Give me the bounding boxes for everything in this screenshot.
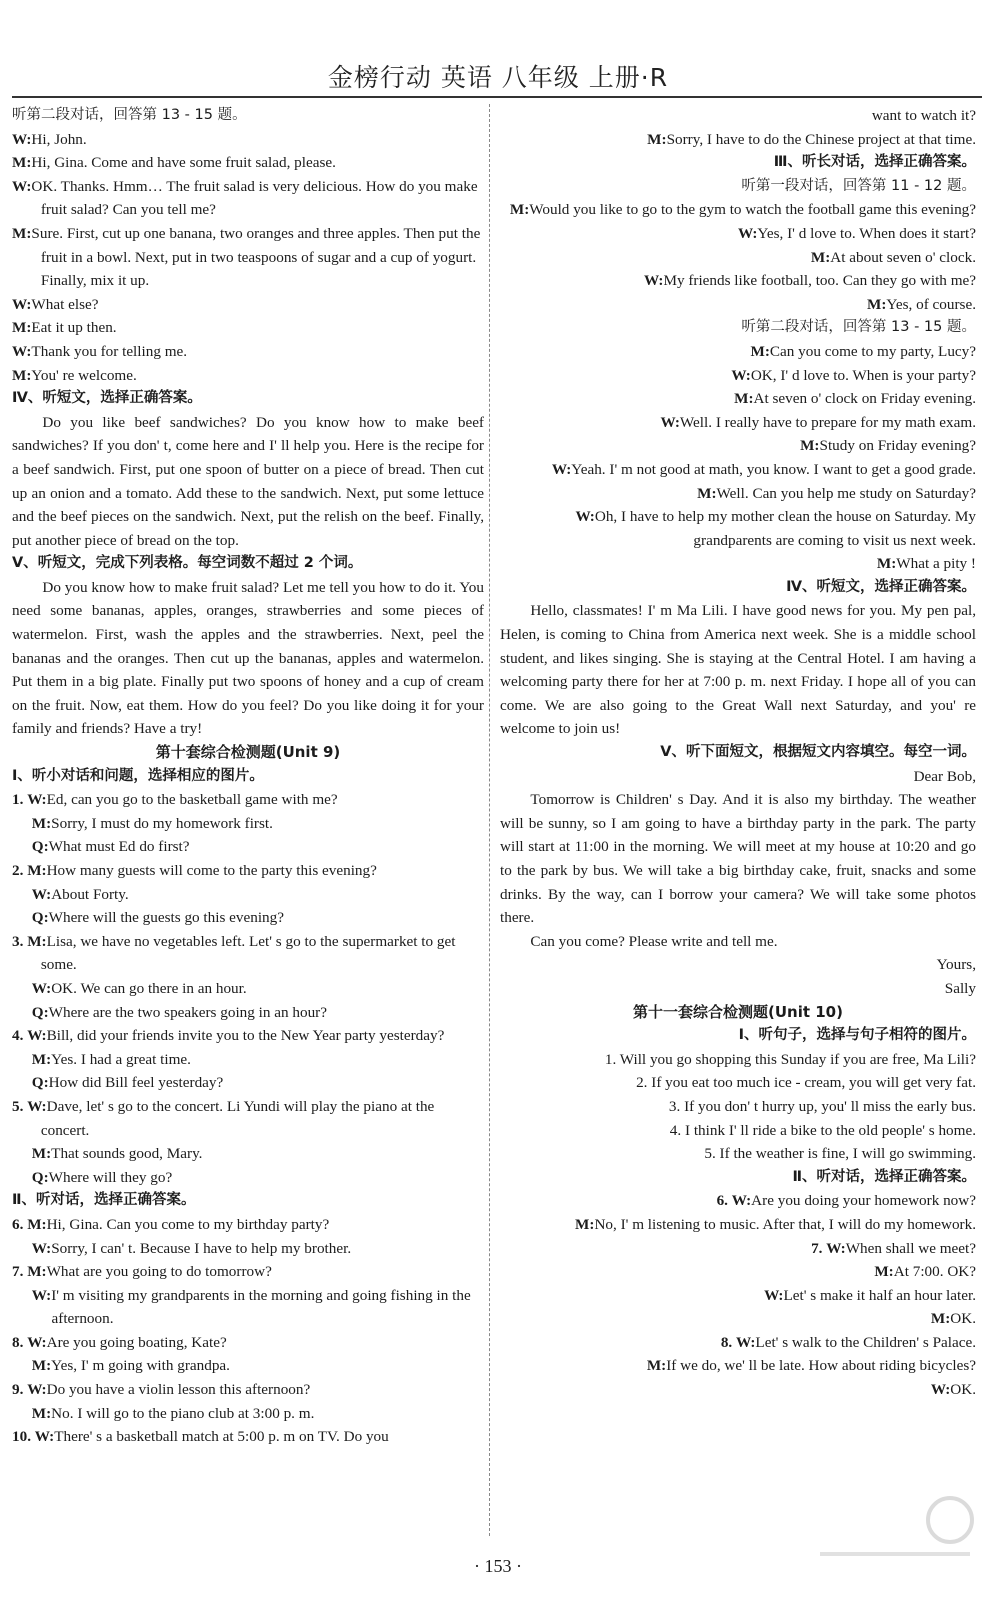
item-number: 6. (12, 1215, 24, 1233)
dialogue-line (12, 977, 484, 1001)
item-number: 9. (12, 1381, 24, 1399)
dialogue-line (12, 1354, 484, 1378)
numbered-item (12, 1331, 484, 1355)
dialogue-line (500, 128, 976, 152)
line-text: What a pity ! (896, 555, 976, 573)
dialogue-line (500, 1307, 976, 1331)
dialogue-line (500, 505, 976, 552)
speaker-label: M: (874, 1263, 894, 1281)
line-text: Ⅳ、听短文，选择正确答案。 (786, 578, 976, 595)
speaker-label: M: (12, 366, 32, 384)
speaker-label: M: (800, 437, 820, 455)
section-heading (12, 765, 484, 789)
dialogue-line (12, 812, 484, 836)
text-line (500, 1071, 976, 1095)
dialogue-line (12, 1402, 484, 1426)
line-text: Hi, Gina. Can you come to my birthday party? (46, 1215, 330, 1233)
speaker-label: M: (27, 932, 47, 950)
item-number: 4. (12, 1027, 24, 1045)
speaker-label: M: (647, 130, 667, 148)
line-text: Ⅰ、听小对话和问题，选择相应的图片。 (12, 767, 264, 784)
line-text: Hello, classmates! I' m Ma Lili. I have good news for you. My pen pal, Helen, is coming to China from America next week. She is a middle school student, and likes singing. She is staying at the Central Hotel. I am having a welcoming party there for her at 7:00 p. m. next Friday. I hope all of you can come. We are also going to the Great Wall next Saturday, and you' re welcome to join us! (500, 602, 976, 738)
line-text: OK, I' d love to. When is your party? (750, 366, 976, 384)
speaker-label: M: (810, 248, 831, 266)
page-number: · 153 · (474, 1556, 522, 1576)
item-number: 3. (12, 932, 24, 950)
test-title (12, 741, 484, 765)
header-rule (12, 96, 982, 98)
numbered-item (12, 788, 484, 812)
line-text: Ed, can you go to the basketball game with me? (46, 791, 338, 809)
line-text: About Forty. (51, 885, 129, 903)
numbered-item (500, 1237, 976, 1261)
speaker-label: M: (31, 814, 52, 832)
speaker-label: M: (646, 1357, 667, 1375)
paragraph (500, 788, 976, 930)
speaker-label: W: (31, 1286, 52, 1304)
speaker-label: M: (930, 1310, 951, 1328)
line-text: Sure. First, cut up one banana, two oranges and three apples. Then put the fruit in a bowl. Next, put in two teaspoons of sugar and a cup of yogurt. Finally, mix it up. (31, 224, 481, 290)
speaker-label: W: (12, 295, 32, 313)
line-text: Yeah. I' m not good at math, you know. I want to get a good grade. (571, 460, 976, 478)
text-line (500, 1142, 976, 1166)
line-text: Can you come to my party, Lucy? (769, 342, 976, 360)
line-text: What else? (31, 295, 99, 313)
line-text: Are you doing your homework now? (751, 1192, 976, 1210)
line-text: Well. I really have to prepare for my math exam. (679, 413, 976, 431)
line-text: You' re welcome. (31, 366, 137, 384)
dialogue-line (12, 128, 484, 152)
speaker-label: W: (736, 1333, 756, 1351)
line-text: Do you know how to make fruit salad? Let me tell you how to do it. You need some bananas, apples, oranges, strawberries and some pieces of watermelon. First, wash the apples and the strawberries. Next, peel the bananas and the oranges. Then cut up the bananas, apples and watermelon. Put them in a big plate. Finally put two spoons of honey and a cup of cream on the fruit. Now, eat them. How do you feel? Do you like doing it for your family and friends? Have a try! (12, 578, 484, 738)
speaker-label: W: (31, 885, 52, 903)
speaker-label: W: (738, 224, 758, 242)
speaker-label: Q: (31, 1168, 49, 1186)
test-title (500, 1001, 976, 1025)
line-text: Would you like to go to the gym to watch the football game this evening? (529, 201, 976, 219)
dialogue-line (12, 222, 484, 293)
speaker-label: W: (731, 1192, 752, 1210)
line-text: OK. (950, 1381, 976, 1399)
line-text: What must Ed do first? (48, 838, 190, 856)
speaker-label: M: (750, 342, 770, 360)
speaker-label: M: (31, 1145, 52, 1163)
dialogue-line (12, 906, 484, 930)
section-heading (12, 552, 484, 576)
dialogue-line (500, 222, 976, 246)
speaker-label: M: (12, 154, 32, 172)
section-heading (12, 387, 484, 411)
dialogue-line (500, 387, 976, 411)
signoff-line (500, 977, 976, 1001)
speaker-label: W: (27, 791, 47, 809)
line-text: want to watch it? (871, 107, 976, 124)
instruction-line (12, 104, 484, 128)
line-text: What are you going to do tomorrow? (46, 1263, 272, 1281)
item-number: 2. (12, 862, 24, 879)
speaker-label: W: (27, 1381, 47, 1399)
line-text: Ⅰ、听句子，选择与句子相符的图片。 (738, 1027, 976, 1044)
dialogue-line (500, 1260, 976, 1284)
dialogue-line (12, 1237, 484, 1261)
line-text: Dear Bob, (913, 767, 976, 785)
item-number: 7. (12, 1263, 24, 1281)
speaker-label: M: (31, 1357, 52, 1375)
line-text: 5. If the weather is fine, I will go swimming. (704, 1145, 976, 1163)
speaker-label: W: (31, 979, 52, 997)
line-text: Ⅱ、听对话，选择正确答案。 (792, 1168, 976, 1185)
dialogue-line (12, 293, 484, 317)
line-text: Sorry, I can' t. Because I have to help my brother. (51, 1239, 352, 1257)
numbered-item (12, 1213, 484, 1237)
item-number: 10. (12, 1428, 31, 1446)
speaker-label: W: (731, 366, 751, 384)
line-text: Ⅴ、听下面短文，根据短文内容填空。每空一词。 (660, 744, 976, 761)
section-heading (500, 741, 976, 765)
dialogue-line (500, 552, 976, 576)
line-text: At seven o' clock on Friday evening. (753, 390, 976, 408)
paragraph (12, 411, 484, 553)
speaker-label: M: (27, 1263, 47, 1281)
speaker-label: W: (12, 177, 32, 195)
line-text: Yours, (936, 956, 976, 974)
line-text: Are you going boating, Kate? (46, 1333, 227, 1351)
dialogue-line (500, 434, 976, 458)
line-text: Let' s walk to the Children' s Palace. (755, 1333, 976, 1351)
line-text: Where will the guests go this evening? (48, 909, 284, 927)
speaker-label: M: (31, 1050, 52, 1068)
line-text: Hi, Gina. Come and have some fruit salad, please. (31, 154, 336, 172)
speaker-label: M: (27, 1215, 47, 1233)
line-text: 4. I think I' ll ride a bike to the old people' s home. (669, 1121, 976, 1139)
speaker-label: W: (930, 1381, 951, 1399)
dialogue-line (12, 1284, 484, 1331)
line-text: 第十一套综合检测题(Unit 10) (633, 1002, 843, 1021)
speaker-label: Q: (31, 1074, 49, 1092)
line-text: 2. If you eat too much ice - cream, you will get very fat. (636, 1074, 976, 1092)
dialogue-line (500, 269, 976, 293)
speaker-label: M: (12, 319, 32, 337)
line-text: Yes. I had a great time. (51, 1050, 191, 1068)
line-text: No. I will go to the piano club at 3:00 p. m. (51, 1404, 315, 1422)
line-text: Sorry, I have to do the Chinese project at that time. (666, 130, 976, 148)
numbered-item (12, 1024, 484, 1048)
line-text: Ⅳ、听短文，选择正确答案。 (12, 390, 202, 407)
line-text: Ⅲ、听长对话，选择正确答案。 (773, 154, 976, 171)
right-column (500, 104, 976, 1402)
section-heading (500, 1024, 976, 1048)
line-text: Dave, let' s go to the concert. Li Yundi will play the piano at the concert. (40, 1097, 435, 1139)
speaker-label: M: (509, 201, 530, 219)
speaker-label: W: (826, 1239, 846, 1257)
numbered-item (500, 1189, 976, 1213)
line-text: 听第一段对话，回答第 11 - 12 题。 (741, 177, 976, 194)
line-text: Yes, I' d love to. When does it start? (757, 224, 976, 242)
line-text: Hi, John. (31, 130, 87, 148)
line-text: Bill, did your friends invite you to the New Year party yesterday? (46, 1027, 445, 1045)
speaker-label: W: (27, 1333, 47, 1351)
dialogue-line (500, 1378, 976, 1402)
line-text: That sounds good, Mary. (51, 1145, 203, 1163)
speaker-label: W: (764, 1286, 784, 1304)
speaker-label: W: (660, 413, 680, 431)
section-heading (500, 1166, 976, 1190)
page-header: 金榜行动 英语 八年级 上册·R (327, 63, 669, 92)
speaker-label: M: (31, 1404, 52, 1422)
numbered-item (12, 930, 484, 977)
watermark-logo-icon (800, 1490, 980, 1590)
dialogue-line (12, 883, 484, 907)
line-text: Study on Friday evening? (819, 437, 976, 455)
column-divider (489, 104, 490, 1536)
dialogue-line (12, 1166, 484, 1190)
line-text: OK. (950, 1310, 976, 1328)
instruction-line (500, 316, 976, 340)
speaker-label: M: (876, 555, 897, 573)
item-number: 8. (720, 1333, 733, 1351)
text-line (500, 1048, 976, 1072)
dialogue-line (500, 1213, 976, 1237)
speaker-label: M: (734, 390, 754, 408)
line-text: Let' s make it half an hour later. (783, 1286, 976, 1304)
line-text: Oh, I have to help my mother clean the house on Saturday. My grandparents are coming to visit us next week. (594, 508, 976, 549)
instruction-line (500, 175, 976, 199)
signoff-line (500, 953, 976, 977)
dialogue-line (500, 411, 976, 435)
speaker-label: W: (12, 130, 32, 148)
line-text: At 7:00. OK? (893, 1263, 976, 1281)
dialogue-line (12, 175, 484, 222)
paragraph (500, 930, 976, 954)
speaker-label: Q: (31, 838, 49, 856)
dialogue-line (500, 1354, 976, 1378)
paragraph (500, 599, 976, 741)
dialogue-line (500, 340, 976, 364)
speaker-label: W: (12, 342, 32, 360)
line-text: When shall we meet? (845, 1239, 976, 1257)
speaker-label: M: (867, 295, 887, 313)
continuation-line (500, 104, 976, 128)
line-text: Ⅴ、听短文，完成下列表格。每空词数不超过 2 个词。 (12, 555, 363, 572)
dialogue-line (500, 364, 976, 388)
section-heading (500, 151, 976, 175)
line-text: Sally (944, 979, 976, 997)
dialogue-line (500, 482, 976, 506)
line-text: Do you have a violin lesson this afternoon? (46, 1381, 311, 1399)
line-text: Where will they go? (48, 1168, 173, 1186)
section-heading (12, 1189, 484, 1213)
speaker-label: W: (27, 1027, 47, 1045)
line-text: Can you come? Please write and tell me. (530, 932, 778, 950)
line-text: Do you like beef sandwiches? Do you know how to make beef sandwiches? If you don' t, come here and I' ll help you. Here is the recipe for a beef sandwich. First, put one spoon of butter on a piece of bread. Then cut up an onion and a tomato. Add these to the sandwich. Next, put some lettuce and the beef pieces on the sandwich. Next, put the relish on the beef. Finally, put another piece of bread on the top. (12, 413, 484, 549)
dialogue-line (500, 293, 976, 317)
paragraph (12, 576, 484, 741)
speaker-label: Q: (31, 1003, 49, 1021)
numbered-item (12, 1378, 484, 1402)
dialogue-line (12, 1048, 484, 1072)
line-text: Yes, I' m going with grandpa. (51, 1357, 230, 1375)
item-number: 5. (12, 1097, 24, 1115)
dialogue-line (12, 835, 484, 859)
item-number: 1. (12, 791, 24, 809)
item-number: 8. (12, 1333, 24, 1351)
line-text: Yes, of course. (886, 295, 976, 313)
dialogue-line (12, 1071, 484, 1095)
speaker-label: W: (551, 460, 572, 478)
item-number: 7. (811, 1239, 823, 1257)
line-text: 听第二段对话，回答第 13 - 15 题。 (12, 107, 247, 123)
numbered-item (12, 1260, 484, 1284)
dialogue-line (500, 198, 976, 222)
text-line (500, 1119, 976, 1143)
numbered-item (12, 859, 484, 883)
line-text: Where are the two speakers going in an hour? (48, 1003, 327, 1021)
dialogue-line (12, 1001, 484, 1025)
line-text: At about seven o' clock. (830, 248, 976, 266)
line-text: If we do, we' ll be late. How about riding bicycles? (666, 1357, 976, 1375)
line-text: Eat it up then. (31, 319, 117, 337)
dialogue-line (500, 1284, 976, 1308)
dialogue-line (500, 246, 976, 270)
dialogue-line (500, 458, 976, 482)
text-line (500, 1095, 976, 1119)
line-text: Ⅱ、听对话，选择正确答案。 (12, 1192, 196, 1209)
dialogue-line (12, 340, 484, 364)
line-text: How did Bill feel yesterday? (48, 1074, 224, 1092)
line-text: I' m visiting my grandparents in the morning and going fishing in the afternoon. (51, 1286, 471, 1328)
speaker-label: M: (27, 862, 47, 879)
speaker-label: W: (644, 272, 664, 290)
speaker-label: W: (31, 1239, 52, 1257)
line-text: My friends like football, too. Can they go with me? (663, 272, 976, 290)
line-text: Tomorrow is Children' s Day. And it is also my birthday. The weather will be sunny, so I am going to have a birthday party in the park. The party will start at 11:00 in the morning. We will meet at my house at 10:20 and go to the park by bus. We will take a big birthday cake, fruit, snacks and some drinks. By the way, can I borrow your camera? We will take some photos there. (500, 791, 976, 927)
numbered-item (12, 1095, 484, 1142)
line-text: Sorry, I must do my homework first. (51, 814, 273, 832)
line-text: Lisa, we have no vegetables left. Let' s go to the supermarket to get some. (40, 932, 456, 974)
line-text: 听第二段对话，回答第 13 - 15 题。 (741, 319, 976, 336)
dialogue-line (12, 364, 484, 388)
line-text: Well. Can you help me study on Saturday? (716, 484, 976, 502)
dialogue-line (12, 151, 484, 175)
speaker-label: M: (12, 224, 32, 242)
speaker-label: M: (697, 484, 717, 502)
line-text: How many guests will come to the party this evening? (46, 862, 377, 879)
section-heading (500, 576, 976, 600)
line-text: 第十套综合检测题(Unit 9) (155, 743, 341, 762)
dialogue-line (12, 316, 484, 340)
speaker-label: W: (27, 1097, 47, 1115)
speaker-label: W: (575, 508, 595, 526)
numbered-item (12, 1425, 484, 1449)
line-text: There' s a basketball match at 5:00 p. m on TV. Do you (54, 1428, 389, 1446)
speaker-label: W: (34, 1428, 55, 1446)
line-text: 1. Will you go shopping this Sunday if you are free, Ma Lili? (604, 1050, 976, 1068)
text-line (500, 765, 976, 789)
left-column (12, 104, 484, 1449)
dialogue-line (12, 1142, 484, 1166)
speaker-label: Q: (31, 909, 49, 927)
line-text: Thank you for telling me. (31, 342, 188, 360)
line-text: OK. We can go there in an hour. (51, 979, 247, 997)
line-text: No, I' m listening to music. After that, I will do my homework. (594, 1215, 976, 1233)
numbered-item (500, 1331, 976, 1355)
line-text: OK. Thanks. Hmm… The fruit salad is very delicious. How do you make fruit salad? Can you tell me? (31, 177, 478, 219)
speaker-label: M: (575, 1215, 595, 1233)
line-text: 3. If you don' t hurry up, you' ll miss the early bus. (668, 1097, 976, 1115)
item-number: 6. (716, 1192, 728, 1210)
